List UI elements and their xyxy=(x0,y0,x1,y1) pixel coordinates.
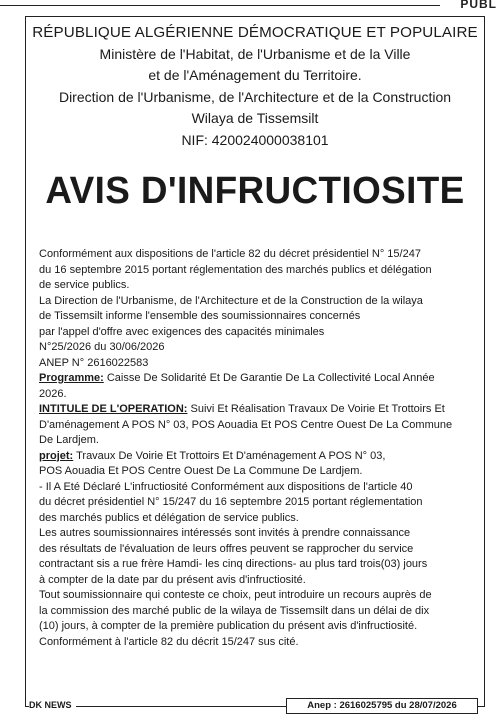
republic-line: RÉPUBLIQUE ALGÉRIENNE DÉMOCRATIQUE ET POPULAIRE xyxy=(32,24,478,41)
nif-line: NIF: 420024000038101 xyxy=(181,131,329,148)
body-line: Conformément aux dispositions de l'article 82 du décret présidentiel N° 15/247 xyxy=(39,248,421,260)
body-line: de Tissemsilt informe l'ensemble des soumissionnaires concernés xyxy=(39,310,361,322)
projet-line xyxy=(39,449,484,465)
body-line: Les autres soumissionnaires intéressés sont invités à prendre connaissance xyxy=(39,527,411,539)
body-line: du 16 septembre 2015 portant réglementation des marchés publics et délégation xyxy=(39,263,432,276)
body-line: contractant sis a rue frère Hamdi- les cinq directions- au plus tard trois(03) jours xyxy=(39,558,428,570)
notice-title: AVIS D'INFRUCTIOSITE xyxy=(45,170,465,212)
operation-text: Suivi Et Réalisation Travaux De Voirie Et Trottoirs Et xyxy=(187,403,445,415)
notice-body xyxy=(39,247,484,650)
body-line: La Direction de l'Urbanisme, de l'Architecture et de la Construction de la wilaya xyxy=(39,294,423,307)
anep-number-line: ANEP N° 2616022583 xyxy=(39,356,149,369)
operation-label: INTITULE DE L'OPERATION: xyxy=(39,403,188,415)
anep-reference-box: Anep : 2616025795 du 28/07/2026 xyxy=(286,698,478,714)
notice-header xyxy=(25,22,485,151)
projet-text: Travaux De Voirie Et Trottoirs Et D'aménagement A POS N° 03, xyxy=(73,449,386,462)
ministry-line: Ministère de l'Habitat, de l'Urbanisme et de la Ville xyxy=(99,45,411,62)
programme-line-2: 2026. xyxy=(39,387,67,400)
body-line: des marchés publics et délégation de service publics. xyxy=(39,511,299,524)
body-line: à compter de la date par du présent avis d'infructiosité. xyxy=(39,573,306,586)
footer-rule xyxy=(63,706,285,707)
body-line: Tout soumissionnaire qui conteste ce choix, peut introduire un recours auprès de xyxy=(39,589,432,601)
projet-label: projet: xyxy=(39,449,74,462)
wilaya-line: Wilaya de Tissemsilt xyxy=(191,110,319,126)
direction-line: Direction de l'Urbanisme, de l'Architecture et de la Construction xyxy=(58,88,452,105)
body-line: (10) jours, à compter de la première publication du présent avis d'infructiosité. xyxy=(39,620,418,632)
masthead-rule xyxy=(0,5,440,6)
body-line: par l'appel d'offre avec exigences des capacités minimales xyxy=(39,325,325,338)
projet-line-2: POS Aouadia Et POS Centre Ouest De La Commune De Lardjem. xyxy=(39,465,363,477)
tender-number-line: N°25/2026 du 30/06/2026 xyxy=(39,341,165,353)
body-line: de service publics. xyxy=(39,279,130,291)
body-line: du décret présidentiel N° 15/247 du 16 septembre 2015 portant réglementation xyxy=(39,496,423,508)
programme-line xyxy=(39,371,484,387)
source-label: DK NEWS xyxy=(29,700,76,710)
operation-line-2: D'aménagement A POS N° 03, POS Aouadia Et POS Centre Ouest De La Commune xyxy=(39,418,453,431)
section-tag: PUBL xyxy=(460,0,497,11)
ministry-line-2: et de l'Aménagement du Territoire. xyxy=(148,67,362,83)
programme-label: Programme: xyxy=(39,372,104,384)
body-line: - Il A Eté Déclaré L'infructiosité Conformément aux dispositions de l'article 40 xyxy=(39,480,413,493)
operation-line xyxy=(39,402,484,418)
body-line: des résultats de l'évaluation de leurs offres peuvent se rapprocher du service xyxy=(39,542,414,555)
operation-line-3: De Lardjem. xyxy=(39,434,99,446)
body-line: la commission des marché public de la wilaya de Tissemsilt dans un délai de dix xyxy=(39,604,430,617)
programme-text: Caisse De Solidarité Et De Garantie De La Collectivité Local Année xyxy=(103,372,435,384)
body-line: Conformément à l'article 82 du décrit 15/247 sus cité. xyxy=(39,635,299,648)
